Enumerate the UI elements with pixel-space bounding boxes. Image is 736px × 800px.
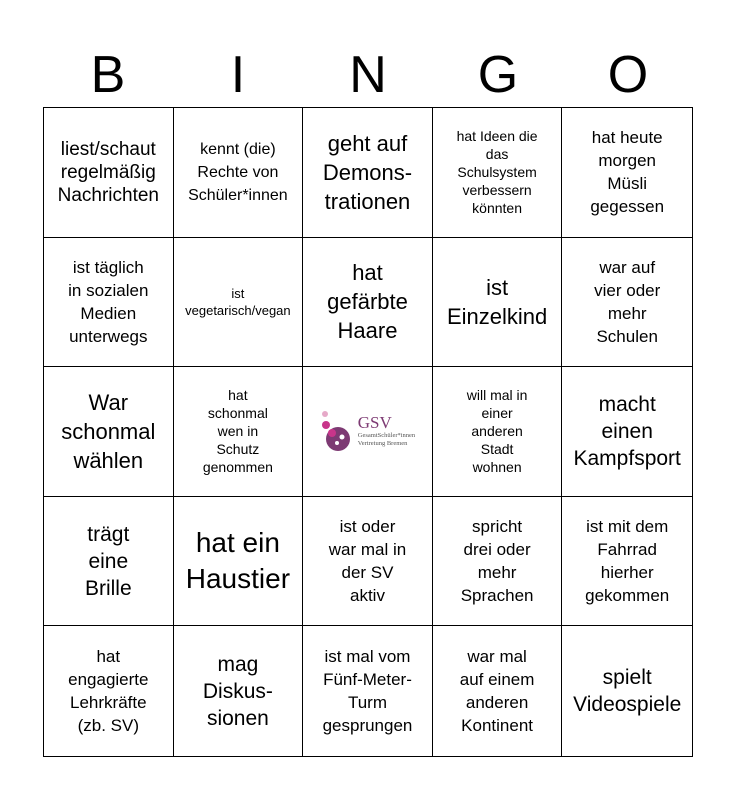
bingo-cell[interactable] bbox=[562, 238, 692, 368]
cell-text: macht einen Kampfsport bbox=[573, 392, 681, 470]
cell-text: hat heute morgen Müsli gegessen bbox=[590, 128, 665, 217]
logo-title: GSV bbox=[357, 413, 392, 433]
gsv-logo bbox=[320, 409, 415, 453]
bingo-cell[interactable] bbox=[44, 238, 174, 368]
bingo-cell[interactable] bbox=[433, 497, 563, 627]
gsv-logo-dots-icon bbox=[320, 409, 354, 453]
bingo-cell[interactable] bbox=[562, 367, 692, 497]
bingo-cell[interactable] bbox=[433, 367, 563, 497]
bingo-cell[interactable] bbox=[433, 108, 563, 238]
cell-text: ist Einzelkind bbox=[446, 274, 548, 329]
bingo-cell[interactable] bbox=[303, 497, 433, 627]
bingo-cell[interactable] bbox=[44, 367, 174, 497]
cell-text: ist mal vom Fünf-Meter- Turm gesprungen bbox=[322, 647, 413, 736]
header-letter-g: G bbox=[477, 46, 519, 104]
bingo-cell[interactable] bbox=[562, 108, 692, 238]
bingo-cell[interactable] bbox=[174, 497, 304, 627]
cell-text: hat engagierte Lehrkräfte (zb. SV) bbox=[68, 647, 149, 736]
header-letter-i: I bbox=[230, 46, 246, 104]
cell-text: mag Diskus- sionen bbox=[202, 652, 273, 730]
cell-text: spricht drei oder mehr Sprachen bbox=[460, 517, 534, 606]
logo-subtitle: GesamtSchüler*innen Vertretung Bremen bbox=[357, 432, 416, 448]
bingo-cell[interactable] bbox=[433, 626, 563, 756]
free-space-cell[interactable] bbox=[303, 367, 433, 497]
cell-text: hat ein Haustier bbox=[185, 527, 291, 595]
header-letter-o: O bbox=[607, 46, 649, 104]
cell-text: hat schonmal wen in Schutz genommen bbox=[202, 387, 273, 476]
header-letter-n: N bbox=[349, 46, 387, 104]
bingo-cell[interactable] bbox=[44, 108, 174, 238]
bingo-cell[interactable] bbox=[562, 497, 692, 627]
cell-text: kennt (die) Rechte von Schüler*innen bbox=[188, 140, 288, 204]
bingo-cell[interactable] bbox=[303, 626, 433, 756]
cell-text: hat Ideen die das Schulsystem verbessern könnten bbox=[456, 128, 538, 217]
bingo-header bbox=[43, 44, 693, 106]
bingo-cell[interactable] bbox=[433, 238, 563, 368]
cell-text: ist vegetarisch/vegan bbox=[185, 285, 291, 318]
bingo-cell[interactable] bbox=[303, 238, 433, 368]
cell-text: War schonmal wählen bbox=[61, 389, 156, 473]
cell-text: ist täglich in sozialen Medien unterwegs bbox=[68, 257, 149, 346]
bingo-cell[interactable] bbox=[174, 238, 304, 368]
cell-text: spielt Videospiele bbox=[573, 666, 682, 717]
cell-text: war mal auf einem anderen Kontinent bbox=[459, 647, 535, 736]
header-letter-b: B bbox=[90, 46, 126, 104]
cell-text: liest/schaut regelmäßig Nachrichten bbox=[57, 138, 159, 206]
cell-text: war auf vier oder mehr Schulen bbox=[594, 257, 661, 346]
bingo-cell[interactable] bbox=[44, 626, 174, 756]
bingo-cell[interactable] bbox=[174, 108, 304, 238]
bingo-grid bbox=[43, 107, 693, 757]
bingo-cell[interactable] bbox=[562, 626, 692, 756]
cell-text: geht auf Demons- trationen bbox=[322, 130, 413, 214]
cell-text: ist mit dem Fahrrad hierher gekommen bbox=[585, 517, 670, 606]
bingo-cell[interactable] bbox=[303, 108, 433, 238]
cell-text: will mal in einer anderen Stadt wohnen bbox=[466, 387, 528, 476]
bingo-cell[interactable] bbox=[44, 497, 174, 627]
cell-text: ist oder war mal in der SV aktiv bbox=[328, 517, 407, 606]
bingo-cell[interactable] bbox=[174, 626, 304, 756]
cell-text: hat gefärbte Haare bbox=[327, 260, 408, 344]
bingo-cell[interactable] bbox=[174, 367, 304, 497]
cell-text: trägt eine Brille bbox=[84, 522, 132, 600]
